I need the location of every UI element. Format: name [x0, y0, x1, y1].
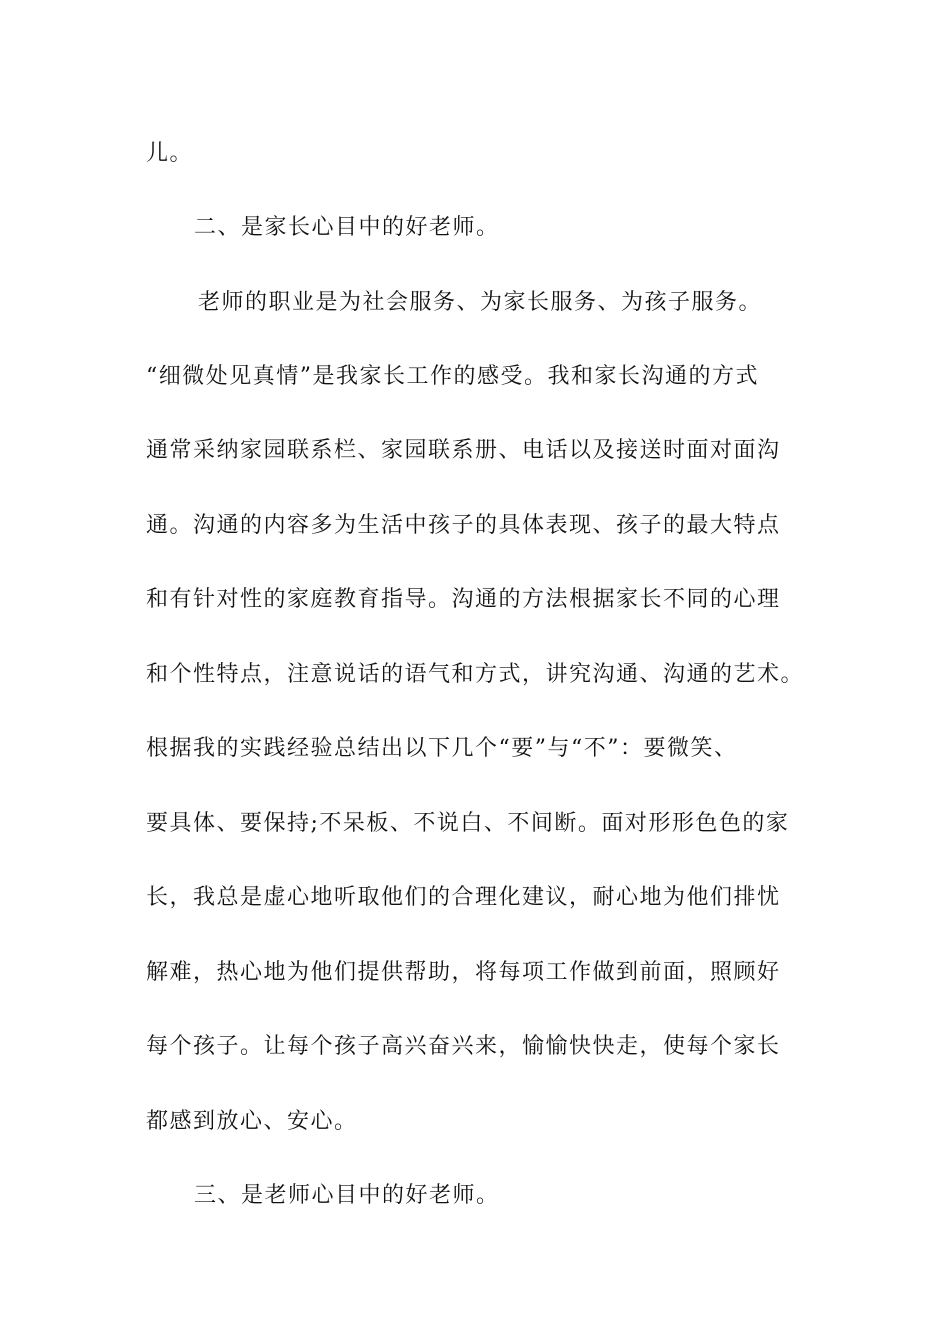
paragraph-line-13: 每个孩子。让每个孩子高兴奋兴来，愉愉快快走，使每个家长	[146, 1034, 781, 1059]
paragraph-line-7: 和有针对性的家庭教育指导。沟通的方法根据家长不同的心理	[146, 587, 781, 612]
paragraph-line-6: 通。沟通的内容多为生活中孩子的具体表现、孩子的最大特点	[146, 513, 781, 538]
paragraph-line-12: 解难，热心地为他们提供帮助，将每项工作做到前面，照顾好	[146, 960, 781, 985]
paragraph-line-8: 和个性特点，注意说话的语气和方式，讲究沟通、沟通的艺术。	[146, 662, 805, 687]
paragraph-line-1: 儿。	[146, 141, 194, 166]
paragraph-line-4: “细微处见真情”是我家长工作的感受。我和家长沟通的方式	[146, 364, 759, 389]
paragraph-line-9: 根据我的实践经验总结出以下几个“要”与“不”：要微笑、	[146, 736, 738, 761]
paragraph-line-10: 要具体、要保持;不呆板、不说白、不间断。面对形形色色的家	[146, 811, 790, 836]
section-heading-3: 三、是老师心目中的好老师。	[194, 1183, 500, 1208]
section-heading-2: 二、是家长心目中的好老师。	[194, 215, 500, 240]
paragraph-line-5: 通常采纳家园联系栏、家园联系册、电话以及接送时面对面沟	[146, 438, 781, 463]
paragraph-line-3: 老师的职业是为社会服务、为家长服务、为孩子服务。	[198, 290, 763, 315]
paragraph-line-14: 都感到放心、安心。	[146, 1109, 358, 1134]
paragraph-line-11: 长，我总是虚心地听取他们的合理化建议，耐心地为他们排忧	[146, 885, 781, 910]
